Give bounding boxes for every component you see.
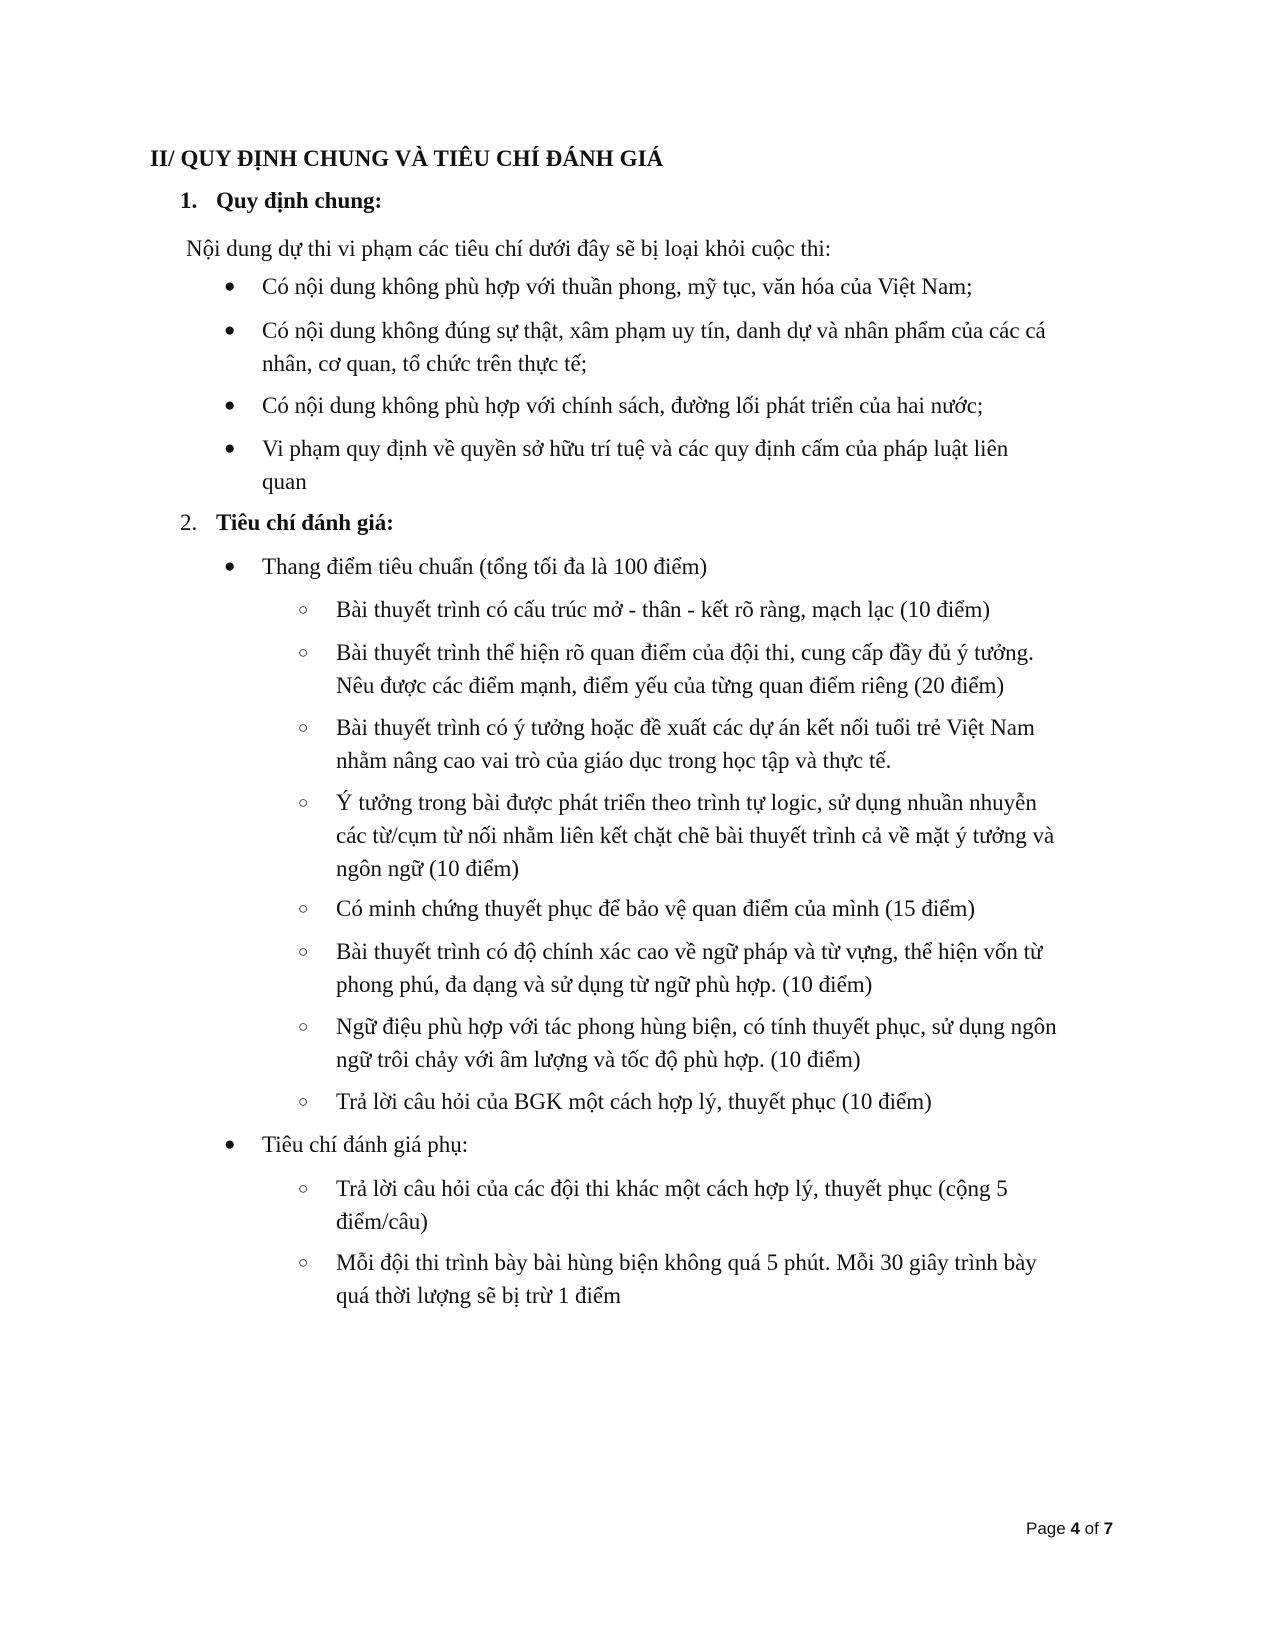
list-item: ● Có nội dung không phù hợp với chính sách, đường lối phát triển của hai nước; <box>224 389 1124 422</box>
sub-list-item: ○ Bài thuyết trình có ý tưởng hoặc đề xuất các dự án kết nối tuổi trẻ Việt Nam nhằm nâng cao vai trò của giáo dục trong học tập và thực tế. <box>298 711 1138 777</box>
sub-list-item: ○ Bài thuyết trình thể hiện rõ quan điểm của đội thi, cung cấp đầy đủ ý tưởng. Nêu được các điểm mạnh, điểm yếu của từng quan điểm riêng (20 điểm) <box>298 636 1138 702</box>
bullet-circle-icon: ○ <box>298 718 309 737</box>
bullet-dot-icon: ● <box>224 320 236 341</box>
part1-heading <box>180 188 382 214</box>
list-item-standard: ● Thang điểm tiêu chuẩn (tổng tối đa là 100 điểm) <box>224 550 1124 583</box>
part1-number: 1. <box>180 188 198 213</box>
bullet-circle-icon: ○ <box>298 1253 309 1272</box>
sub-list-item: ○ Ngữ điệu phù hợp với tác phong hùng biện, có tính thuyết phục, sử dụng ngôn ngữ trôi chảy với âm lượng và tốc độ phù hợp. (10 điểm) <box>298 1010 1138 1076</box>
bullet-circle-icon: ○ <box>298 643 309 662</box>
bullet-dot-icon: ● <box>224 276 236 297</box>
part1-intro: Nội dung dự thi vi phạm các tiêu chí dưới đây sẽ bị loại khỏi cuộc thi: <box>186 236 832 261</box>
part2-heading-text: Tiêu chí đánh giá: <box>216 510 394 535</box>
list-item: ● Có nội dung không đúng sự thật, xâm phạm uy tín, danh dự và nhân phẩm của các cá nhân, cơ quan, tổ chức trên thực tế; <box>224 314 1124 380</box>
bullet-circle-icon: ○ <box>298 942 309 961</box>
part2-number: 2. <box>180 510 198 535</box>
sub-list-item: ○ Trả lời câu hỏi của BGK một cách hợp lý, thuyết phục (10 điểm) <box>298 1085 1138 1118</box>
list-item-secondary: ● Tiêu chí đánh giá phụ: <box>224 1128 1124 1161</box>
bullet-circle-icon: ○ <box>298 793 309 812</box>
bullet-circle-icon: ○ <box>298 1092 309 1111</box>
sub-list-item: ○ Có minh chứng thuyết phục để bảo vệ quan điểm của mình (15 điểm) <box>298 892 1138 925</box>
sub-list-item: ○ Bài thuyết trình có cấu trúc mở - thân - kết rõ ràng, mạch lạc (10 điểm) <box>298 593 1138 626</box>
section-title: II/ QUY ĐỊNH CHUNG VÀ TIÊU CHÍ ĐÁNH GIÁ <box>150 146 664 171</box>
bullet-circle-icon: ○ <box>298 600 309 619</box>
sub-list-item: ○ Bài thuyết trình có độ chính xác cao về ngữ pháp và từ vựng, thể hiện vốn từ phong phú, đa dạng và sử dụng từ ngữ phù hợp. (10 điểm) <box>298 935 1138 1001</box>
part1-heading-text: Quy định chung: <box>216 188 383 213</box>
sub-list-item: ○ Ý tưởng trong bài được phát triển theo trình tự logic, sử dụng nhuần nhuyễn các từ/cụm từ nối nhằm liên kết chặt chẽ bài thuyết trình cả về mặt ý tưởng và ngôn ngữ (10 điểm) <box>298 786 1138 885</box>
bullet-dot-icon: ● <box>224 395 236 416</box>
sub-list-item: ○ Mỗi đội thi trình bày bài hùng biện không quá 5 phút. Mỗi 30 giây trình bày quá thời lượng sẽ bị trừ 1 điểm <box>298 1246 1138 1312</box>
bullet-circle-icon: ○ <box>298 1179 309 1198</box>
bullet-dot-icon: ● <box>224 1134 236 1155</box>
part2-heading <box>180 510 394 536</box>
list-item: ● Vi phạm quy định về quyền sở hữu trí tuệ và các quy định cấm của pháp luật liên quan <box>224 432 1124 498</box>
page-number: Page 4 of 7 <box>1026 1519 1114 1538</box>
bullet-circle-icon: ○ <box>298 899 309 918</box>
list-item: ● Có nội dung không phù hợp với thuần phong, mỹ tục, văn hóa của Việt Nam; <box>224 270 1124 303</box>
bullet-dot-icon: ● <box>224 556 236 577</box>
bullet-dot-icon: ● <box>224 438 236 459</box>
sub-list-item: ○ Trả lời câu hỏi của các đội thi khác một cách hợp lý, thuyết phục (cộng 5 điểm/câu) <box>298 1172 1138 1238</box>
bullet-circle-icon: ○ <box>298 1017 309 1036</box>
